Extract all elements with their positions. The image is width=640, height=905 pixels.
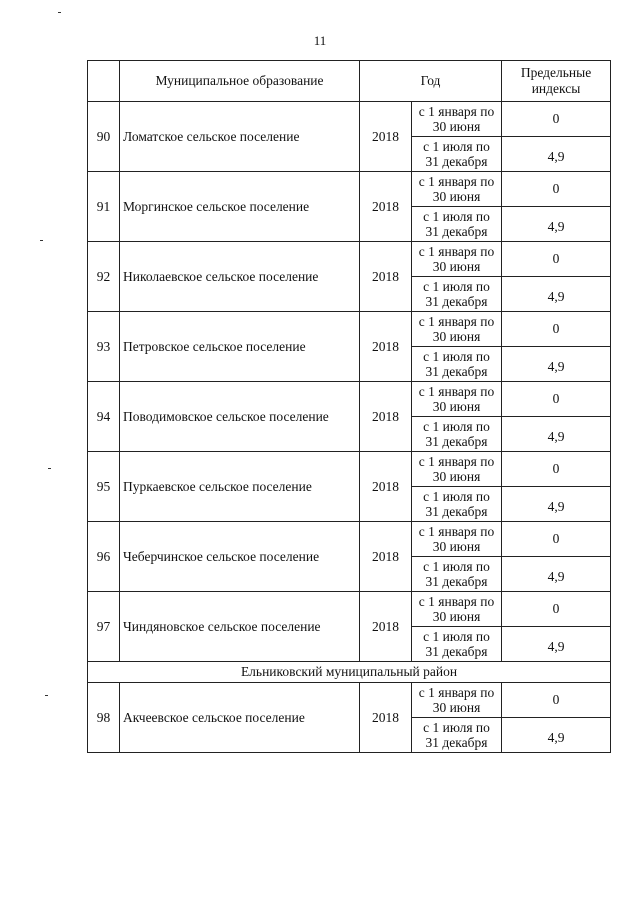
municipality-name: Поводимовское сельское поселение xyxy=(120,382,360,452)
index-first-half: 0 xyxy=(502,312,611,347)
period-first-half: с 1 января по 30 июня xyxy=(412,592,502,627)
index-second-half: 4,9 xyxy=(502,277,611,312)
period-first-half: с 1 января по 30 июня xyxy=(412,452,502,487)
row-number: 91 xyxy=(88,172,120,242)
municipality-name: Чиндяновское сельское поселение xyxy=(120,592,360,662)
row-number: 95 xyxy=(88,452,120,522)
table-row xyxy=(88,452,611,487)
row-number: 94 xyxy=(88,382,120,452)
index-second-half: 4,9 xyxy=(502,627,611,662)
region-row xyxy=(88,662,611,683)
index-second-half: 4,9 xyxy=(502,417,611,452)
table-row xyxy=(88,242,611,277)
period-second-half: с 1 июля по 31 декабря xyxy=(412,557,502,592)
year-cell: 2018 xyxy=(360,683,412,753)
row-number: 98 xyxy=(88,683,120,753)
period-second-half: с 1 июля по 31 декабря xyxy=(412,137,502,172)
scan-speck xyxy=(58,12,61,13)
scan-speck xyxy=(45,695,48,696)
period-first-half: с 1 января по 30 июня xyxy=(412,382,502,417)
year-cell: 2018 xyxy=(360,312,412,382)
table-row xyxy=(88,172,611,207)
year-cell: 2018 xyxy=(360,522,412,592)
index-second-half: 4,9 xyxy=(502,347,611,382)
municipality-name: Моргинское сельское поселение xyxy=(120,172,360,242)
table-row xyxy=(88,592,611,627)
index-first-half: 0 xyxy=(502,382,611,417)
year-cell: 2018 xyxy=(360,242,412,312)
page-number: 11 xyxy=(313,33,327,48)
table-row xyxy=(88,522,611,557)
index-first-half: 0 xyxy=(502,102,611,137)
period-second-half: с 1 июля по 31 декабря xyxy=(412,627,502,662)
index-first-half: 0 xyxy=(502,242,611,277)
row-number: 92 xyxy=(88,242,120,312)
municipality-name: Акчеевское сельское поселение xyxy=(120,683,360,753)
index-first-half: 0 xyxy=(502,452,611,487)
index-second-half: 4,9 xyxy=(502,557,611,592)
period-first-half: с 1 января по 30 июня xyxy=(412,172,502,207)
index-second-half: 4,9 xyxy=(502,137,611,172)
row-number: 97 xyxy=(88,592,120,662)
scan-speck xyxy=(48,468,51,469)
period-second-half: с 1 июля по 31 декабря xyxy=(412,417,502,452)
index-first-half: 0 xyxy=(502,522,611,557)
table-row xyxy=(88,683,611,718)
period-first-half: с 1 января по 30 июня xyxy=(412,242,502,277)
period-second-half: с 1 июля по 31 декабря xyxy=(412,277,502,312)
limit-indices-table xyxy=(87,60,611,753)
row-number: 96 xyxy=(88,522,120,592)
table-row xyxy=(88,312,611,347)
header-municipality: Муниципальное образование xyxy=(120,61,360,102)
year-cell: 2018 xyxy=(360,172,412,242)
region-heading: Ельниковский муниципальный район xyxy=(88,662,611,683)
period-second-half: с 1 июля по 31 декабря xyxy=(412,347,502,382)
table-row xyxy=(88,102,611,137)
municipality-name: Петровское сельское поселение xyxy=(120,312,360,382)
header-indices: Предельные индексы xyxy=(502,61,611,102)
index-second-half: 4,9 xyxy=(502,207,611,242)
year-cell: 2018 xyxy=(360,102,412,172)
index-first-half: 0 xyxy=(502,683,611,718)
index-second-half: 4,9 xyxy=(502,487,611,522)
header-num xyxy=(88,61,120,102)
period-first-half: с 1 января по 30 июня xyxy=(412,683,502,718)
year-cell: 2018 xyxy=(360,592,412,662)
period-first-half: с 1 января по 30 июня xyxy=(412,102,502,137)
period-second-half: с 1 июля по 31 декабря xyxy=(412,487,502,522)
year-cell: 2018 xyxy=(360,452,412,522)
scan-speck xyxy=(40,240,43,241)
municipality-name: Чеберчинское сельское поселение xyxy=(120,522,360,592)
municipality-name: Николаевское сельское поселение xyxy=(120,242,360,312)
index-second-half: 4,9 xyxy=(502,718,611,753)
year-cell: 2018 xyxy=(360,382,412,452)
period-first-half: с 1 января по 30 июня xyxy=(412,522,502,557)
period-first-half: с 1 января по 30 июня xyxy=(412,312,502,347)
period-second-half: с 1 июля по 31 декабря xyxy=(412,207,502,242)
header-year: Год xyxy=(360,61,502,102)
row-number: 93 xyxy=(88,312,120,382)
municipality-name: Пуркаевское сельское поселение xyxy=(120,452,360,522)
index-first-half: 0 xyxy=(502,172,611,207)
row-number: 90 xyxy=(88,102,120,172)
municipality-name: Ломатское сельское поселение xyxy=(120,102,360,172)
table-header-row xyxy=(88,61,611,102)
table-row xyxy=(88,382,611,417)
index-first-half: 0 xyxy=(502,592,611,627)
period-second-half: с 1 июля по 31 декабря xyxy=(412,718,502,753)
